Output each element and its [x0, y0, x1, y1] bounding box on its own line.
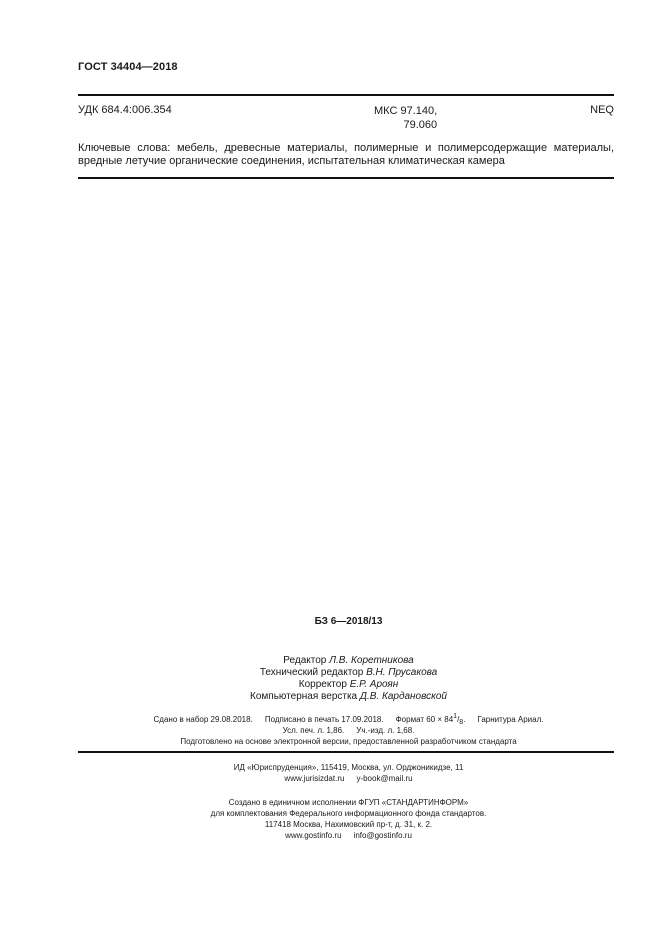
udk-code: УДК 684.4:006.354 — [78, 104, 172, 116]
classification-row — [78, 104, 614, 134]
credit-tech-editor — [36, 667, 661, 679]
edition-number: БЗ 6—2018/13 — [314, 616, 383, 627]
publisher-sheets: Уч.-изд. л. 1,68. — [356, 726, 415, 735]
paper-format: Формат $60 \times 84^1/_8$. — [395, 713, 466, 726]
mks-code — [374, 104, 437, 132]
credit-editor — [36, 655, 661, 667]
creator-line-2: для комплектования Федерального информационного фонда стандартов. — [210, 809, 487, 818]
credit-layout — [36, 691, 661, 703]
typeface: Гарнитура Ариал. — [477, 715, 544, 724]
submitted-date: Сдано в набор 29.08.2018. — [153, 715, 253, 724]
keywords-block — [78, 142, 614, 168]
print-info-line-1 — [36, 714, 661, 725]
credit-proofreader — [36, 679, 661, 691]
mks-line-2: 79.060 — [403, 119, 438, 131]
equivalence-mark: NEQ — [590, 104, 614, 116]
credit-role: Корректор — [298, 679, 347, 690]
creator-block — [0, 797, 661, 841]
credit-name: Д.В. Кардановской — [359, 691, 447, 702]
credit-role: Редактор — [283, 655, 327, 666]
credits-block — [0, 655, 661, 703]
bottom-divider — [78, 751, 614, 753]
credit-name: Л.В. Коретникова — [329, 655, 414, 666]
top-divider — [78, 94, 614, 96]
credit-name: В.Н. Прусакова — [366, 667, 438, 678]
creator-line-1: Создано в единичном исполнении ФГУП «СТАНДАРТИНФОРМ» — [228, 798, 469, 807]
print-info-line-2 — [36, 725, 661, 736]
keywords-divider — [78, 177, 614, 179]
prepared-note: Подготовлено на основе электронной версии, предоставленной разработчиком стандарта — [180, 737, 517, 746]
publisher-block — [0, 762, 661, 784]
credit-role: Компьютерная верстка — [250, 691, 358, 702]
publisher-website-link[interactable]: www.jurisizdat.ru — [284, 774, 345, 783]
mks-line-1: МКС 97.140, — [374, 105, 438, 117]
publisher-email-link[interactable]: y-book@mail.ru — [356, 774, 413, 783]
creator-email-link[interactable]: info@gostinfo.ru — [353, 831, 412, 840]
document-code: ГОСТ 34404—2018 — [78, 61, 178, 73]
credit-role: Технический редактор — [259, 667, 364, 678]
creator-website-link[interactable]: www.gostinfo.ru — [285, 831, 342, 840]
credit-name: Е.Р. Ароян — [349, 679, 399, 690]
signed-date: Подписано в печать 17.09.2018. — [264, 715, 384, 724]
keywords-line-1: Ключевые слова: мебель, древесные материалы, полимерные и полимерсодержащие материалы, — [78, 142, 614, 154]
keywords-line-2: вредные летучие органические соединения, испытательная климатическая камера — [78, 155, 505, 167]
print-info-block — [0, 714, 661, 747]
publisher-contacts — [36, 773, 661, 784]
print-sheets: Усл. печ. л. 1,86. — [282, 726, 345, 735]
creator-contacts — [36, 830, 661, 841]
publisher-address: ИД «Юриспруденция», 115419, Москва, ул. Орджоникидзе, 11 — [233, 763, 464, 772]
creator-address: 117418 Москва, Нахимовский пр-т, д. 31, к. 2. — [264, 820, 433, 829]
